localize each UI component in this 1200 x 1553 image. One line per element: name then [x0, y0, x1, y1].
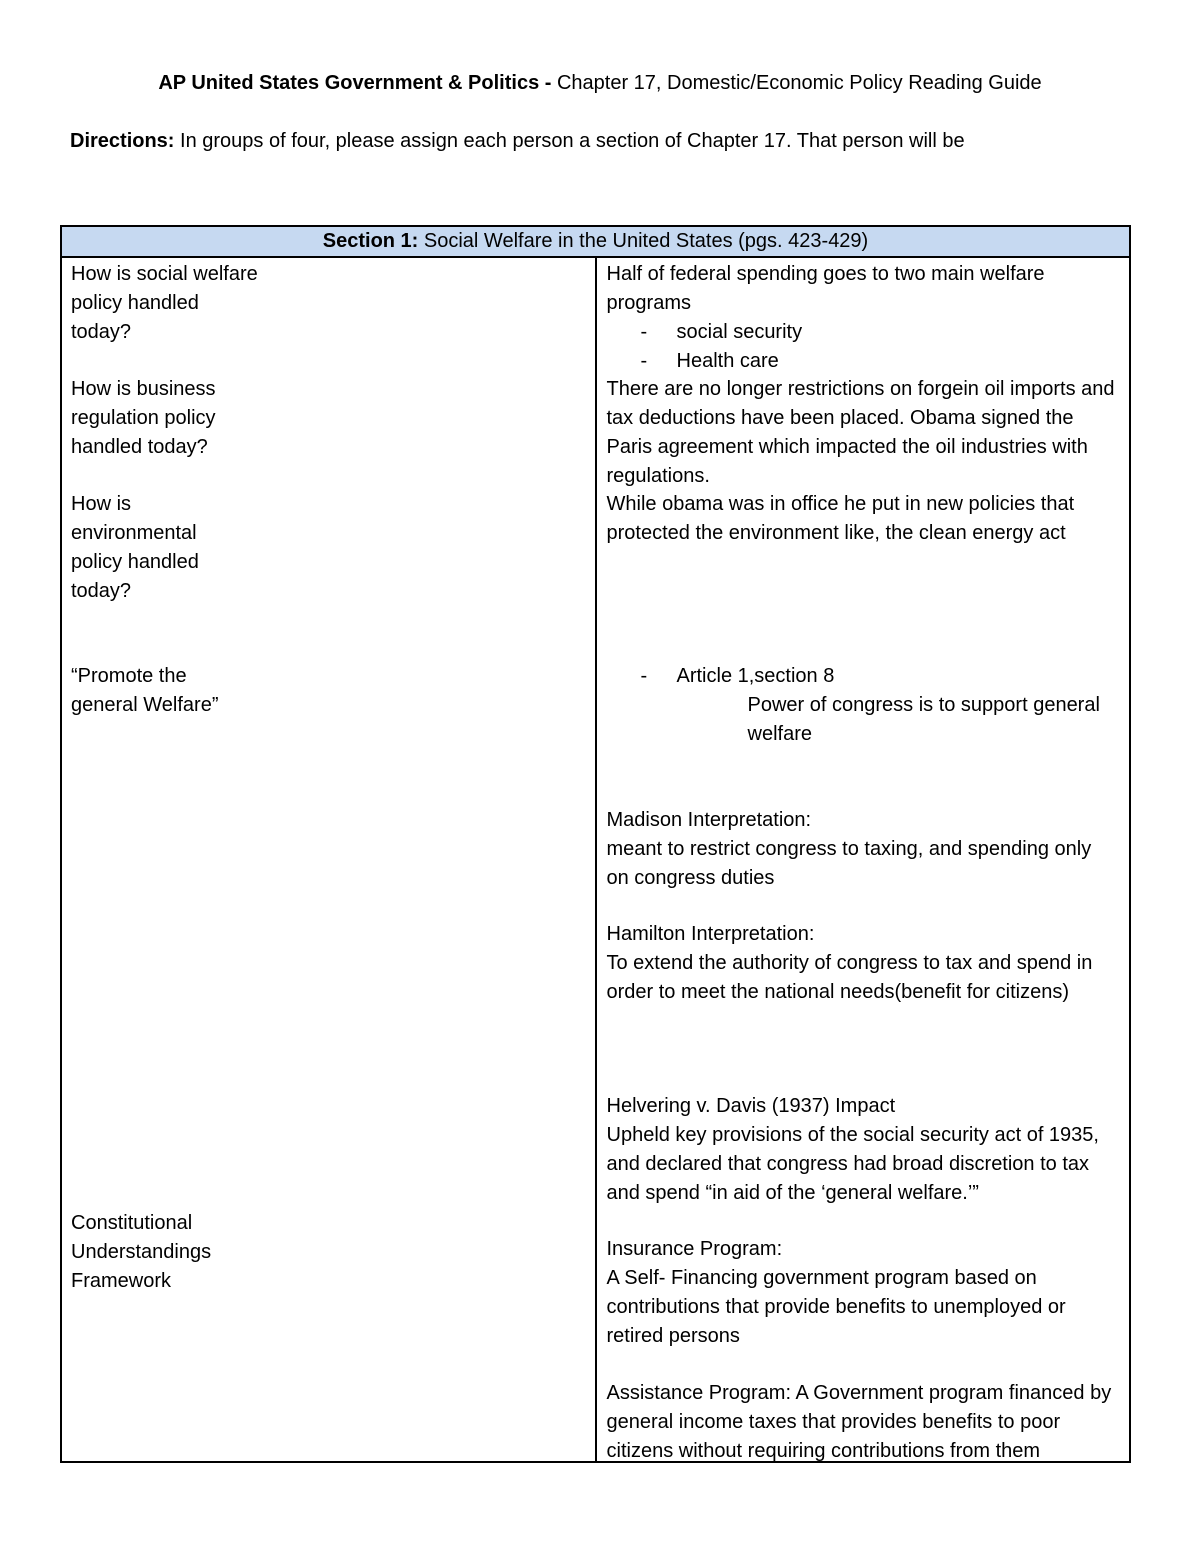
answer-environmental: While obama was in office he put in new policies that protected the environment like, the clean energy act: [606, 493, 1075, 544]
question-environmental: How is environmental policy handled today?: [71, 493, 199, 602]
madison-title: Madison Interpretation:: [606, 809, 812, 831]
sub-item: Power of congress is to support general welfare: [747, 694, 1100, 745]
hamilton-text: To extend the authority of congress to tax and spend in order to meet the national needs(benefit for citizens): [606, 952, 1093, 1003]
answer-business-regulation: There are no longer restrictions on forgein oil imports and tax deductions have been placed. Obama signed the Paris agreement which impacted the oil industries with regulations.: [606, 378, 1115, 487]
section-label: Section 1:: [322, 230, 419, 252]
insurance-program: [607, 1235, 1120, 1351]
answer-social-welfare-intro: Half of federal spending goes to two main welfare programs: [606, 263, 1045, 314]
question-general-welfare: “Promote the general Welfare”: [71, 665, 219, 716]
directions-text: In groups of four, please assign each person a section of Chapter 17. That person will be: [174, 130, 965, 152]
insurance-text: A Self- Financing government program based on contributions that provide benefits to unemployed or retired persons: [606, 1267, 1066, 1347]
question-business-regulation: How is business regulation policy handled today?: [71, 378, 216, 458]
section-header: [61, 226, 1130, 257]
list-item: [607, 662, 1120, 691]
question-social-welfare: How is social welfare policy handled today?: [71, 263, 258, 343]
section-title: Social Welfare in the United States (pgs. 423-429): [418, 230, 869, 252]
page-title: [0, 72, 1200, 95]
helvering-text: Upheld key provisions of the social security act of 1935, and declared that congress had broad discretion to tax and spend “in aid of the ‘general welfare.’”: [606, 1124, 1099, 1204]
answer-general-welfare: [607, 662, 1120, 749]
answers-column: [596, 257, 1131, 1462]
bullet-dash: -: [640, 665, 648, 687]
bullet-text: Health care: [676, 350, 779, 372]
directions: [70, 130, 1130, 153]
title-rest: Chapter 17, Domestic/Economic Policy Reading Guide: [551, 72, 1042, 94]
questions-column: [61, 257, 596, 1462]
madison-interpretation: [607, 806, 1120, 893]
directions-label: Directions:: [70, 130, 175, 152]
bullet-text: social security: [676, 321, 803, 343]
helvering-impact: [607, 1092, 1120, 1208]
answer-social-welfare: [607, 260, 1120, 376]
bullet-text: Article 1,section 8: [676, 665, 835, 687]
hamilton-title: Hamilton Interpretation:: [606, 923, 815, 945]
list-item: [607, 347, 1120, 376]
madison-text: meant to restrict congress to taxing, and spending only on congress duties: [606, 838, 1092, 889]
assistance-program: Assistance Program: A Government program financed by general income taxes that provides benefits to poor citizens without requiring contributions from them: [606, 1382, 1112, 1462]
bullet-dash: -: [640, 350, 648, 372]
helvering-title: Helvering v. Davis (1937) Impact: [606, 1095, 896, 1117]
reading-guide-table: [60, 225, 1131, 1463]
hamilton-interpretation: [607, 920, 1120, 1007]
title-bold: AP United States Government & Politics -: [158, 72, 552, 94]
list-item: [607, 318, 1120, 347]
bullet-dash: -: [640, 321, 648, 343]
insurance-title: Insurance Program:: [606, 1238, 783, 1260]
question-constitutional-framework: Constitutional Understandings Framework: [71, 1212, 212, 1292]
